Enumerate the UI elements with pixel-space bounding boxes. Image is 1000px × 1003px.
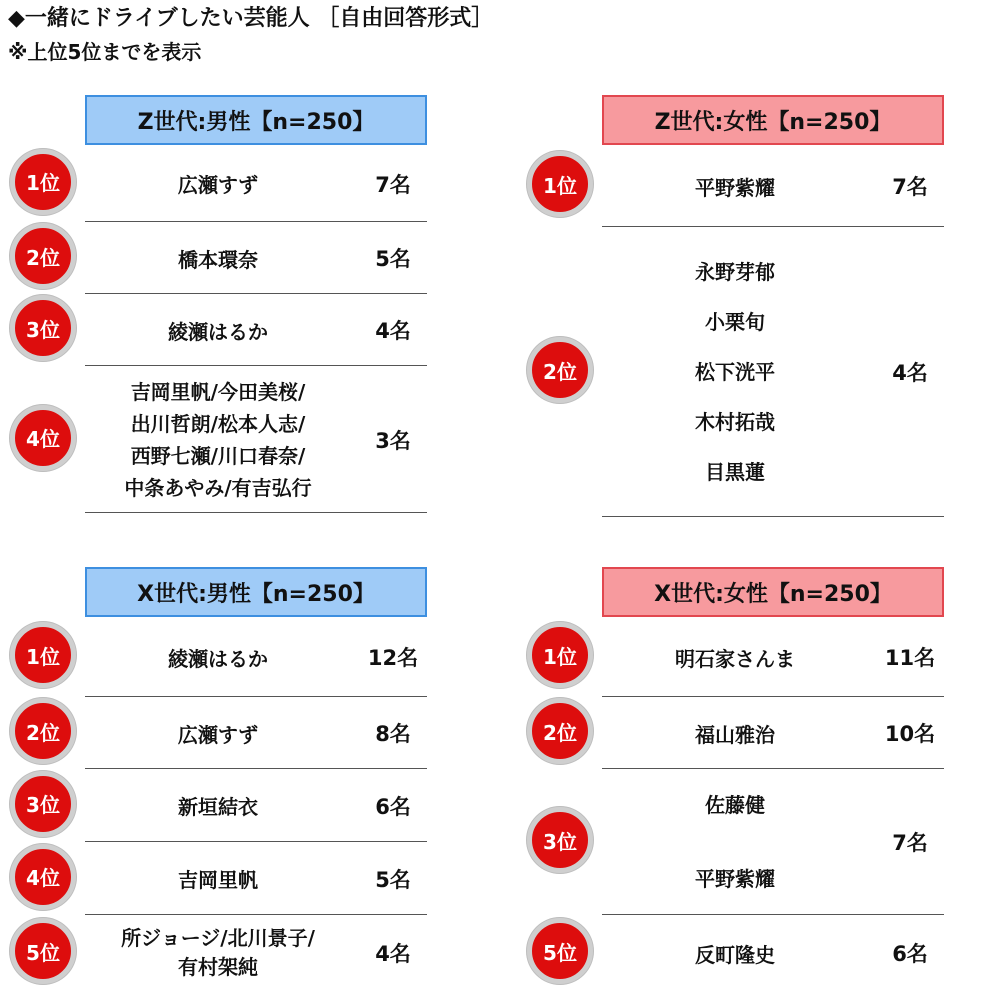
page-title: ◆一緒にドライブしたい芸能人 ［自由回答形式］ [8,6,494,31]
ranking-row [527,145,997,227]
ranking-row [10,769,480,842]
entertainer-names [609,915,861,991]
entertainer-names [609,145,861,227]
panel-z-female [527,95,997,520]
entertainer-name: 吉岡里帆 [178,868,258,892]
vote-count: 6名 [892,942,928,966]
vote-count: 3名 [375,428,411,453]
entertainer-name: 平野紫耀 [695,867,775,891]
entertainer-names [92,915,344,991]
ranking-row [10,366,480,513]
panel-header: Z世代:男性【n=250】 [85,95,427,145]
entertainer-name: 松下洸平 [695,360,775,384]
rank-badge: 5位 [527,918,593,984]
entertainer-name: 新垣結衣 [178,795,258,819]
rank-badge: 5位 [10,918,76,984]
ranking-row [10,294,480,366]
entertainer-names [92,145,344,222]
entertainer-names [92,769,344,842]
entertainer-names [92,617,344,697]
rank-badge: 3位 [527,807,593,873]
rank-badge: 1位 [527,151,593,217]
entertainer-names [609,697,861,769]
panel-header: X世代:女性【n=250】 [602,567,944,617]
entertainer-name: 出川哲朗/松本人志/ [130,411,306,436]
entertainer-name: 明石家さんま [675,646,795,671]
vote-count: 7名 [375,172,411,197]
page-subtitle: ※上位5位までを表示 [8,40,202,64]
panel-z-male [10,95,480,520]
entertainer-name: 綾瀬はるか [168,646,268,671]
panel-header: Z世代:女性【n=250】 [602,95,944,145]
rank-badge: 1位 [527,622,593,688]
entertainer-names [92,697,344,769]
entertainer-names [92,294,344,366]
vote-count: 4名 [375,319,411,343]
entertainer-name: 吉岡里帆/今田美桜/ [130,379,306,404]
ranking-row [527,617,997,697]
vote-count: 12名 [367,646,419,670]
entertainer-name: 目黒蓮 [705,460,765,484]
entertainer-names [609,617,861,697]
rank-badge: 2位 [10,698,76,764]
ranking-row [10,842,480,915]
vote-count: 4名 [375,942,411,966]
entertainer-names [92,366,344,513]
rank-badge: 4位 [10,405,76,471]
vote-count: 7名 [892,831,928,855]
entertainer-names [609,769,861,915]
entertainer-name: 中条あやみ/有吉弘行 [124,475,312,500]
vote-count: 11名 [884,646,936,670]
vote-count: 6名 [375,794,411,819]
vote-count: 8名 [375,722,411,746]
entertainer-name: 小栗旬 [705,310,765,334]
ranking-row [10,915,480,991]
vote-count: 7名 [892,175,928,199]
panel-header: X世代:男性【n=250】 [85,567,427,617]
ranking-row [527,769,997,915]
rank-badge: 2位 [10,223,76,289]
ranking-row [527,227,997,517]
vote-count: 5名 [375,247,411,271]
entertainer-name: 木村拓哉 [695,410,775,434]
entertainer-names [609,227,861,517]
ranking-row [10,617,480,697]
entertainer-name: 永野芽郁 [695,260,775,284]
rank-badge: 3位 [10,295,76,361]
entertainer-names [92,222,344,294]
entertainer-name: 橋本環奈 [178,247,258,272]
rank-badge: 3位 [10,771,76,837]
row-divider [602,516,944,517]
ranking-row [527,915,997,991]
entertainer-name: 西野七瀬/川口春奈/ [130,443,306,468]
ranking-row [10,145,480,222]
entertainer-name: 広瀬すず [177,173,259,197]
row-divider [85,512,427,513]
vote-count: 5名 [375,867,411,892]
rank-badge: 4位 [10,844,76,910]
panel-x-female [527,567,997,997]
entertainer-name: 広瀬すず [177,722,259,747]
rank-badge: 2位 [527,337,593,403]
panel-x-male [10,567,480,997]
ranking-row [10,697,480,769]
entertainer-names [92,842,344,915]
entertainer-name: 有村架純 [178,955,258,979]
entertainer-name: 綾瀬はるか [168,319,268,344]
entertainer-name: 福山雅治 [695,722,775,747]
ranking-row [10,222,480,294]
entertainer-name: 所ジョージ/北川景子/ [121,926,315,950]
entertainer-name: 平野紫耀 [695,175,775,200]
entertainer-name: 反町隆史 [695,942,775,967]
entertainer-name: 佐藤健 [705,793,765,817]
rank-badge: 1位 [10,622,76,688]
vote-count: 4名 [892,361,928,385]
vote-count: 10名 [884,722,936,746]
rank-badge: 2位 [527,698,593,764]
rank-badge: 1位 [10,149,76,215]
ranking-row [527,697,997,769]
